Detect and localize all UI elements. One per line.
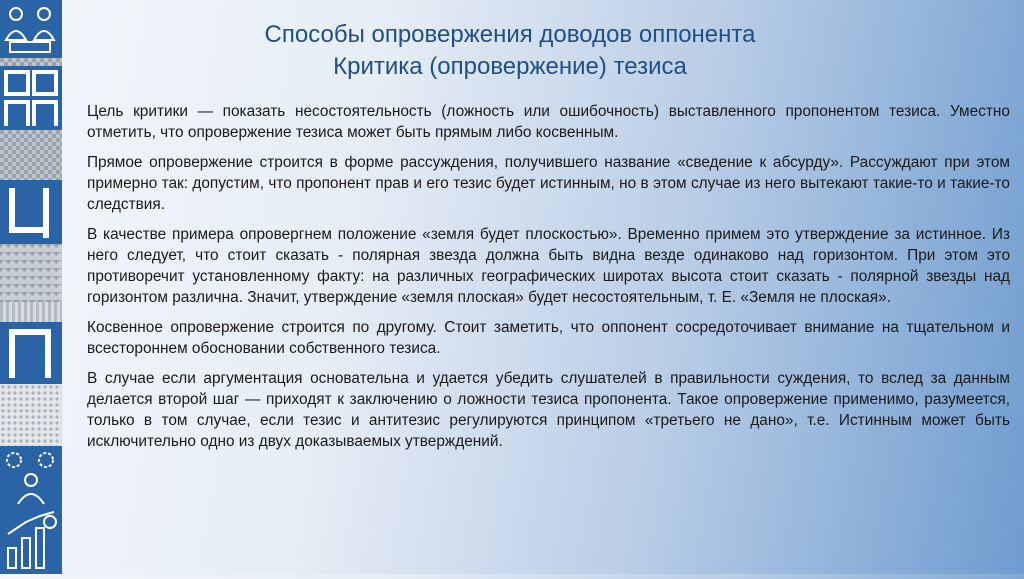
pattern-strip: [0, 302, 62, 322]
pattern-strip: [0, 58, 62, 66]
slide-subtitle: Критика (опровержение) тезиса: [333, 53, 687, 80]
sidebar-decoration: [0, 0, 62, 574]
pattern-block: [0, 130, 62, 180]
pattern-block: [0, 244, 62, 302]
people-icon: [0, 0, 62, 58]
growth-chart-icon: [0, 508, 62, 574]
paragraph: Косвенное опровержение строится по другому. Стоит заметить, что оппонент сосредоточивает внимание на тщательном и всестороннем обосновании собственного тезиса.: [87, 319, 1010, 357]
copp-logo: [0, 66, 62, 130]
paragraph: В качестве примера опровергнем положение «земля будет плоскостью». Временно примем это утверждение за истинное. Из него следует, что стоит сказать - полярная звезда должна быть видна везде одинаково над горизонтом. При этом это противоречит установленному факту: на различных географических широтах высота стоит сказать - полярной звезды над горизонтом различна. Значит, утверждение «земля плоская» будет несостоятельным, т. Е. «Земля не плоская».: [87, 226, 1010, 306]
slide-body: [87, 101, 1010, 461]
letter-block-p: [0, 322, 62, 384]
paragraph: В случае если аргументация основательна и удается убедить слушателей в правильности суждения, то вслед за данным делается второй шаг — приходят к заключению о ложности тезиса пропонента. Такое опровержение применимо, разумеется, только в том случае, если тезис и антитезис регулируются принципом «третьего не дано», т.е. Истинным может быть исключительно одно из двух доказываемых утверждений.: [87, 370, 1010, 450]
letter-block-c: [0, 180, 62, 244]
pattern-block: [0, 384, 62, 446]
paragraph: Цель критики — показать несостоятельность (ложность или ошибочность) выставленного пропонентом тезиса. Уместно отметить, что опровержение тезиса может быть прямым либо косвенным.: [87, 103, 1010, 141]
gears-icon: [0, 446, 62, 508]
slide-title: Способы опровержения доводов оппонента: [264, 21, 756, 48]
paragraph: Прямое опровержение строится в форме рассуждения, получившего название «сведение к абсурду». Рассуждают при этом примерно так: допустим, что пропонент прав и его тезис будет истинным, но в этом случае из него вытекают такие-то и такие-то следствия.: [87, 154, 1010, 213]
